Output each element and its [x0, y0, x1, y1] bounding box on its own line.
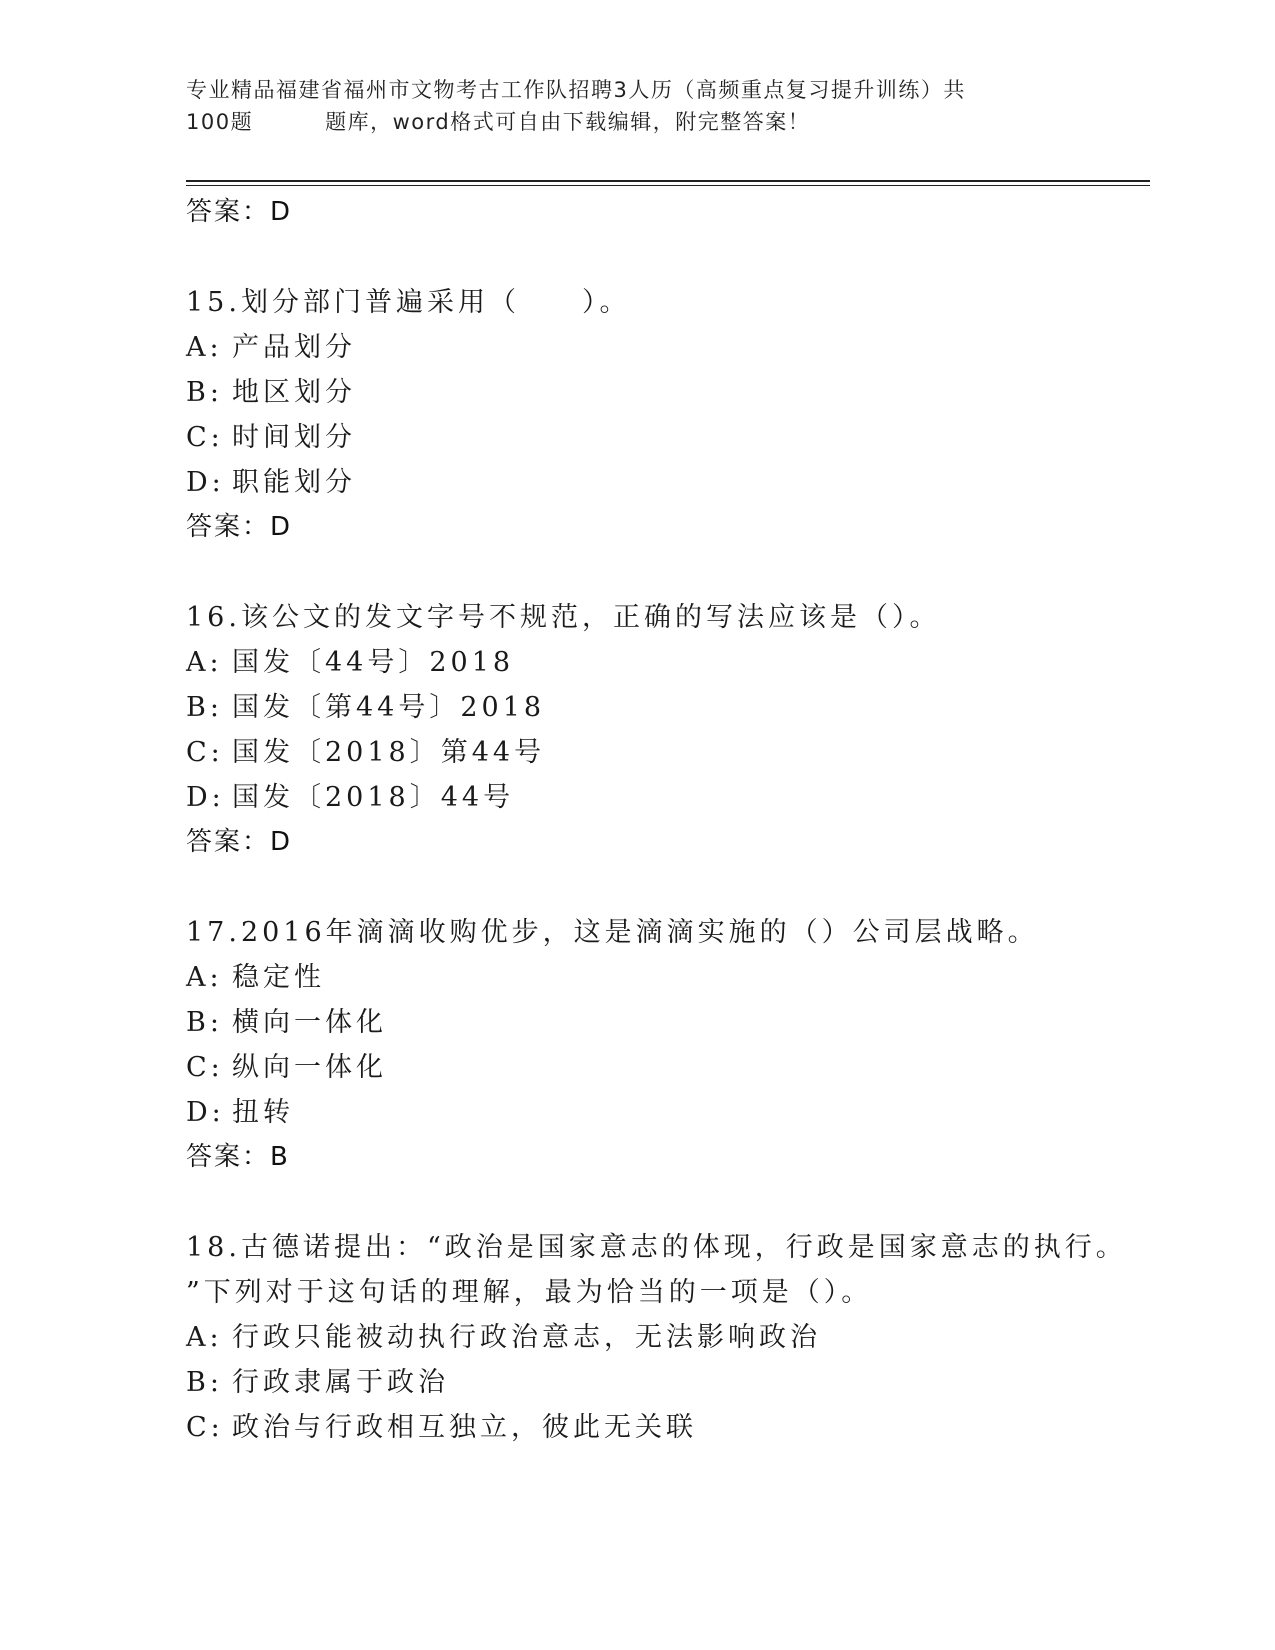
option-a — [186, 325, 1146, 370]
question-list — [186, 190, 1146, 1450]
answer-line: 答案：B — [186, 1142, 290, 1172]
answer-line: 答案：D — [186, 512, 293, 542]
question-stem-line-2: ”下列对于这句话的理解，最为恰当的一项是（）。 — [186, 1277, 873, 1308]
option-c — [186, 1045, 1146, 1090]
option-b — [186, 1360, 1146, 1405]
option-text: 稳定性 — [232, 962, 325, 993]
option-text: 国发〔2018〕44号 — [232, 782, 515, 813]
option-text: 纵向一体化 — [232, 1052, 387, 1083]
option-d — [186, 1090, 1146, 1135]
option-text: 地区划分 — [232, 377, 356, 408]
header-rule-thin — [186, 185, 1150, 186]
answer-line: 答案：D — [186, 197, 293, 227]
option-a — [186, 1315, 1146, 1360]
answer-line: 答案：D — [186, 827, 293, 857]
option-text: 横向一体化 — [232, 1007, 387, 1038]
option-text: 职能划分 — [232, 467, 356, 498]
option-text: 时间划分 — [232, 422, 356, 453]
option-key: D: — [186, 782, 225, 813]
question-stem: 17.2016年滴滴收购优步，这是滴滴实施的（）公司层战略。 — [186, 917, 1039, 948]
option-key: C: — [186, 1412, 224, 1443]
header-question-count: 100题 — [186, 110, 254, 134]
option-a — [186, 640, 1146, 685]
question-stem: 15.划分部门普遍采用（ ）。 — [186, 287, 631, 318]
question-stem-line-1: 18.古德诺提出：“政治是国家意志的体现，行政是国家意志的执行。 — [186, 1232, 1127, 1263]
option-text: 国发〔44号〕2018 — [232, 647, 515, 678]
option-key: A: — [186, 962, 223, 993]
question-stem: 16.该公文的发文字号不规范，正确的写法应该是（）。 — [186, 602, 941, 633]
option-text: 产品划分 — [232, 332, 356, 363]
option-key: D: — [186, 467, 225, 498]
option-b — [186, 1000, 1146, 1045]
option-d — [186, 460, 1146, 505]
option-b — [186, 685, 1146, 730]
option-text: 扭转 — [232, 1097, 294, 1128]
option-text: 国发〔2018〕第44号 — [232, 737, 546, 768]
question-17 — [186, 910, 1146, 955]
option-c — [186, 415, 1146, 460]
option-text: 行政隶属于政治 — [232, 1367, 449, 1398]
option-d — [186, 775, 1146, 820]
question-15 — [186, 280, 1146, 325]
option-text: 国发〔第44号〕2018 — [232, 692, 546, 723]
option-key: B: — [186, 1007, 223, 1038]
option-c — [186, 730, 1146, 775]
option-c — [186, 1405, 1146, 1450]
option-key: C: — [186, 1052, 224, 1083]
document-header — [186, 74, 1086, 138]
option-key: C: — [186, 737, 224, 768]
question-16 — [186, 595, 1146, 640]
header-description: 题库，word格式可自由下载编辑，附完整答案！ — [325, 110, 811, 134]
header-line-1: 专业精品福建省福州市文物考古工作队招聘3人历（高频重点复习提升训练）共 — [186, 78, 966, 102]
question-18 — [186, 1225, 1146, 1315]
option-key: A: — [186, 647, 223, 678]
option-key: D: — [186, 1097, 225, 1128]
option-key: C: — [186, 422, 224, 453]
header-line-2 — [186, 106, 1086, 138]
option-key: B: — [186, 377, 223, 408]
option-key: A: — [186, 332, 223, 363]
option-key: A: — [186, 1322, 223, 1353]
option-b — [186, 370, 1146, 415]
option-text: 政治与行政相互独立，彼此无关联 — [232, 1412, 697, 1443]
header-rule-thick — [186, 180, 1150, 182]
option-key: B: — [186, 692, 223, 723]
option-a — [186, 955, 1146, 1000]
option-text: 行政只能被动执行政治意志，无法影响政治 — [232, 1322, 821, 1353]
option-key: B: — [186, 1367, 223, 1398]
